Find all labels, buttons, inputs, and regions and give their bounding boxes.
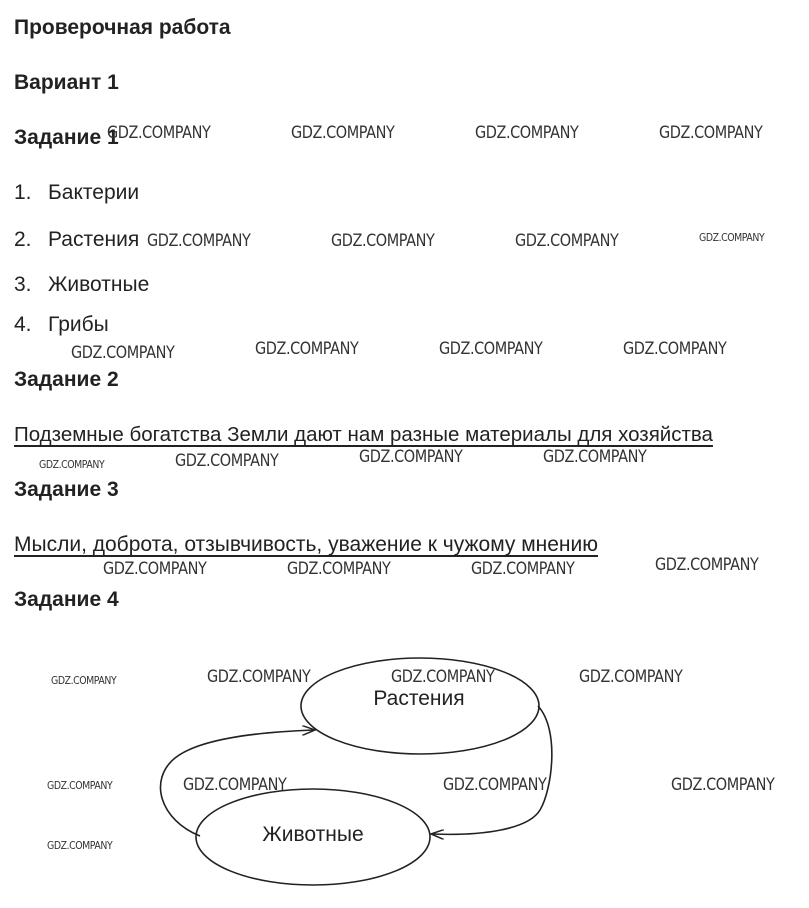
task2-heading: Задание 2 bbox=[14, 368, 119, 391]
task4-heading: Задание 4 bbox=[14, 588, 119, 611]
watermark: GDZ.COMPANY bbox=[659, 123, 763, 143]
list-number: 3. bbox=[14, 273, 32, 296]
list-item bbox=[14, 313, 109, 337]
watermark: GDZ.COMPANY bbox=[439, 339, 543, 359]
list-text: Животные bbox=[48, 273, 150, 296]
task3-answer: Мысли, доброта, отзывчивость, уважение к чужому мнению bbox=[14, 533, 598, 556]
watermark: GDZ.COMPANY bbox=[515, 231, 619, 251]
watermark: GDZ.COMPANY bbox=[671, 775, 775, 795]
watermark: GDZ.COMPANY bbox=[331, 231, 435, 251]
watermark: GDZ.COMPANY bbox=[391, 667, 495, 687]
watermark: GDZ.COMPANY bbox=[183, 775, 287, 795]
watermark: GDZ.COMPANY bbox=[475, 123, 579, 143]
watermark: GDZ.COMPANY bbox=[47, 839, 113, 852]
watermark: GDZ.COMPANY bbox=[471, 559, 575, 579]
watermark: GDZ.COMPANY bbox=[287, 559, 391, 579]
list-item bbox=[14, 228, 139, 252]
plants-label: Растения bbox=[373, 687, 465, 710]
task3-heading: Задание 3 bbox=[14, 478, 119, 501]
watermark: GDZ.COMPANY bbox=[623, 339, 727, 359]
watermark: GDZ.COMPANY bbox=[699, 231, 765, 244]
arrow-plants-to-animals bbox=[432, 706, 552, 834]
list-number: 4. bbox=[14, 313, 32, 336]
watermark: GDZ.COMPANY bbox=[255, 339, 359, 359]
list-number: 1. bbox=[14, 181, 32, 204]
task1-heading: Задание 1 bbox=[14, 126, 119, 149]
watermark: GDZ.COMPANY bbox=[175, 451, 279, 471]
watermark: GDZ.COMPANY bbox=[39, 458, 105, 471]
watermark: GDZ.COMPANY bbox=[107, 123, 211, 143]
page-title: Проверочная работа bbox=[14, 16, 231, 39]
watermark: GDZ.COMPANY bbox=[655, 555, 759, 575]
watermark: GDZ.COMPANY bbox=[579, 667, 683, 687]
list-item bbox=[14, 181, 139, 205]
list-text: Бактерии bbox=[48, 181, 140, 204]
list-text: Грибы bbox=[48, 313, 109, 336]
watermark: GDZ.COMPANY bbox=[207, 667, 311, 687]
watermark: GDZ.COMPANY bbox=[103, 559, 207, 579]
watermark: GDZ.COMPANY bbox=[147, 231, 251, 251]
task2-answer: Подземные богатства Земли дают нам разные материалы для хозяйства bbox=[14, 423, 713, 446]
watermark: GDZ.COMPANY bbox=[443, 775, 547, 795]
list-item bbox=[14, 273, 149, 297]
list-number: 2. bbox=[14, 228, 32, 251]
watermark: GDZ.COMPANY bbox=[291, 123, 395, 143]
animals-label: Животные bbox=[262, 823, 364, 846]
watermark: GDZ.COMPANY bbox=[543, 447, 647, 467]
watermark: GDZ.COMPANY bbox=[51, 674, 117, 687]
watermark: GDZ.COMPANY bbox=[71, 343, 175, 363]
watermark: GDZ.COMPANY bbox=[47, 779, 113, 792]
variant-heading: Вариант 1 bbox=[14, 71, 119, 94]
watermark: GDZ.COMPANY bbox=[359, 447, 463, 467]
list-text: Растения bbox=[48, 228, 140, 251]
